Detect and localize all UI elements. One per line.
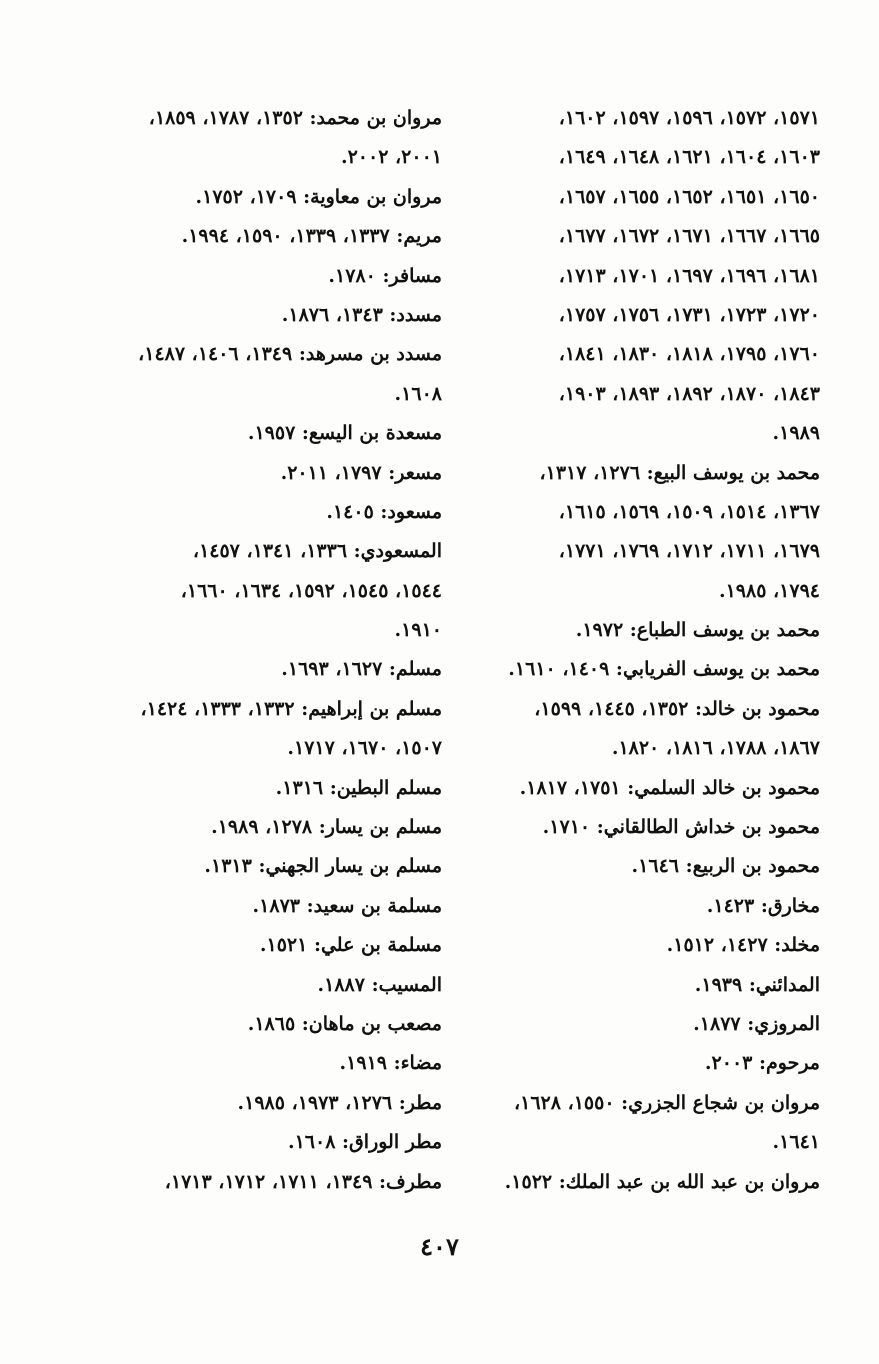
index-line: مسلم بن يسار: ١٢٧٨، ١٩٨٩. bbox=[211, 816, 442, 839]
index-line: مصعب بن ماهان: ١٨٦٥. bbox=[247, 1012, 442, 1035]
index-line: مخلد: ١٤٢٧، ١٥١٢. bbox=[666, 934, 820, 957]
index-line: ١٨٦٧، ١٧٨٨، ١٨١٦، ١٨٢٠. bbox=[611, 737, 820, 760]
index-line: المسيب: ١٨٨٧. bbox=[317, 973, 442, 996]
index-line: مسدد: ١٣٤٣، ١٨٧٦. bbox=[281, 303, 442, 326]
index-line: ١٦٦٥، ١٦٦٧، ١٦٧١، ١٦٧٢، ١٦٧٧، bbox=[558, 225, 820, 248]
index-line: ١٦٨١، ١٦٩٦، ١٦٩٧، ١٧٠١، ١٧١٣، bbox=[558, 264, 820, 287]
index-line: مريم: ١٣٣٧، ١٣٣٩، ١٥٩٠، ١٩٩٤. bbox=[181, 225, 442, 248]
index-column-left bbox=[80, 99, 442, 1202]
index-line: ١٥٠٧، ١٦٧٠، ١٧١٧. bbox=[287, 737, 442, 760]
index-line: ١٦٠٣، ١٦٠٤، ١٦٢١، ١٦٤٨، ١٦٤٩، bbox=[558, 146, 820, 169]
index-line: مضاء: ١٩١٩. bbox=[339, 1052, 442, 1075]
index-line: المروزي: ١٨٧٧. bbox=[693, 1012, 820, 1035]
index-column-right bbox=[462, 99, 820, 1202]
index-line: ١٨٤٣، ١٨٧٠، ١٨٩٢، ١٨٩٣، ١٩٠٣، bbox=[558, 382, 820, 405]
index-line: مسلم بن إبراهيم: ١٣٣٢، ١٣٣٣، ١٤٢٤، bbox=[140, 697, 442, 720]
index-line: مسعر: ١٧٩٧، ٢٠١١. bbox=[280, 461, 442, 484]
index-line: مسلم البطين: ١٣١٦. bbox=[275, 776, 442, 799]
index-line: محمود بن خداش الطالقاني: ١٧١٠. bbox=[542, 816, 820, 839]
index-line: ١٧٢٠، ١٧٢٣، ١٧٣١، ١٧٥٦، ١٧٥٧، bbox=[558, 303, 820, 326]
index-line: مسلم: ١٦٢٧، ١٦٩٣. bbox=[281, 658, 442, 681]
page-number: ٤٠٧ bbox=[420, 1232, 459, 1261]
index-line: مخارق: ١٤٢٣. bbox=[706, 894, 820, 917]
index-line: مسلمة بن سعيد: ١٨٧٣. bbox=[252, 894, 442, 917]
index-line: مسلمة بن علي: ١٥٢١. bbox=[259, 934, 442, 957]
index-line: محمود بن خالد: ١٣٥٢، ١٤٤٥، ١٥٩٩، bbox=[534, 697, 820, 720]
index-line: ١٧٩٤، ١٩٨٥. bbox=[718, 579, 820, 602]
index-line: ١٩٨٩. bbox=[772, 422, 820, 445]
index-line: ١٦٠٨. bbox=[394, 382, 442, 405]
index-line: ١٣٦٧، ١٥١٤، ١٥٠٩، ١٥٦٩، ١٦١٥، bbox=[558, 500, 820, 523]
index-line: مرحوم: ٢٠٠٣. bbox=[704, 1052, 820, 1075]
index-line: مروان بن محمد: ١٣٥٢، ١٧٨٧، ١٨٥٩، bbox=[148, 107, 442, 129]
index-line: ١٦٤١. bbox=[772, 1131, 820, 1154]
index-line: محمود بن خالد السلمي: ١٧٥١، ١٨١٧. bbox=[519, 776, 820, 799]
index-line: ١٦٧٩، ١٧١١، ١٧١٢، ١٧٦٩، ١٧٧١، bbox=[558, 540, 820, 563]
index-line: محمد بن يوسف البيع: ١٢٧٦، ١٣١٧، bbox=[539, 461, 820, 484]
index-line: مروان بن معاوية: ١٧٠٩، ١٧٥٢. bbox=[195, 185, 442, 208]
index-line: محمود بن الربيع: ١٦٤٦. bbox=[631, 855, 820, 878]
index-line: ١٥٧١، ١٥٧٢، ١٥٩٦، ١٥٩٧، ١٦٠٢، bbox=[558, 107, 820, 129]
index-line: ١٥٤٤، ١٥٤٥، ١٥٩٢، ١٦٣٤، ١٦٦٠، bbox=[180, 579, 442, 602]
index-line: مطر الوراق: ١٦٠٨. bbox=[287, 1131, 442, 1154]
index-line: مروان بن عبد الله بن عبد الملك: ١٥٢٢. bbox=[504, 1170, 820, 1193]
index-line: محمد بن يوسف الطباع: ١٩٧٢. bbox=[575, 619, 820, 642]
index-line: المسعودي: ١٣٣٦، ١٣٤١، ١٤٥٧، bbox=[192, 540, 442, 563]
index-line: المدائني: ١٩٣٩. bbox=[694, 973, 820, 996]
index-line: مروان بن شجاع الجزري: ١٥٥٠، ١٦٢٨، bbox=[513, 1091, 820, 1114]
index-line: ١٧٦٠، ١٧٩٥، ١٨١٨، ١٨٣٠، ١٨٤١، bbox=[558, 343, 820, 366]
index-line: ٢٠٠١، ٢٠٠٢. bbox=[340, 146, 442, 169]
index-line: محمد بن يوسف الفريابي: ١٤٠٩، ١٦١٠. bbox=[508, 658, 820, 681]
index-line: ١٩١٠. bbox=[394, 619, 442, 642]
index-line: مسعدة بن اليسع: ١٩٥٧. bbox=[247, 422, 442, 445]
index-line: مسلم بن يسار الجهني: ١٣١٣. bbox=[204, 855, 442, 878]
index-line: مسعود: ١٤٠٥. bbox=[326, 500, 442, 523]
index-line: مطر: ١٢٧٦، ١٩٧٣، ١٩٨٥. bbox=[237, 1091, 442, 1114]
index-line: مسافر: ١٧٨٠. bbox=[328, 264, 442, 287]
index-line: مطرف: ١٣٤٩، ١٧١١، ١٧١٢، ١٧١٣، bbox=[164, 1170, 442, 1193]
index-line: ١٦٥٠، ١٦٥١، ١٦٥٢، ١٦٥٥، ١٦٥٧، bbox=[558, 185, 820, 208]
index-line: مسدد بن مسرهد: ١٣٤٩، ١٤٠٦، ١٤٨٧، bbox=[138, 343, 442, 366]
